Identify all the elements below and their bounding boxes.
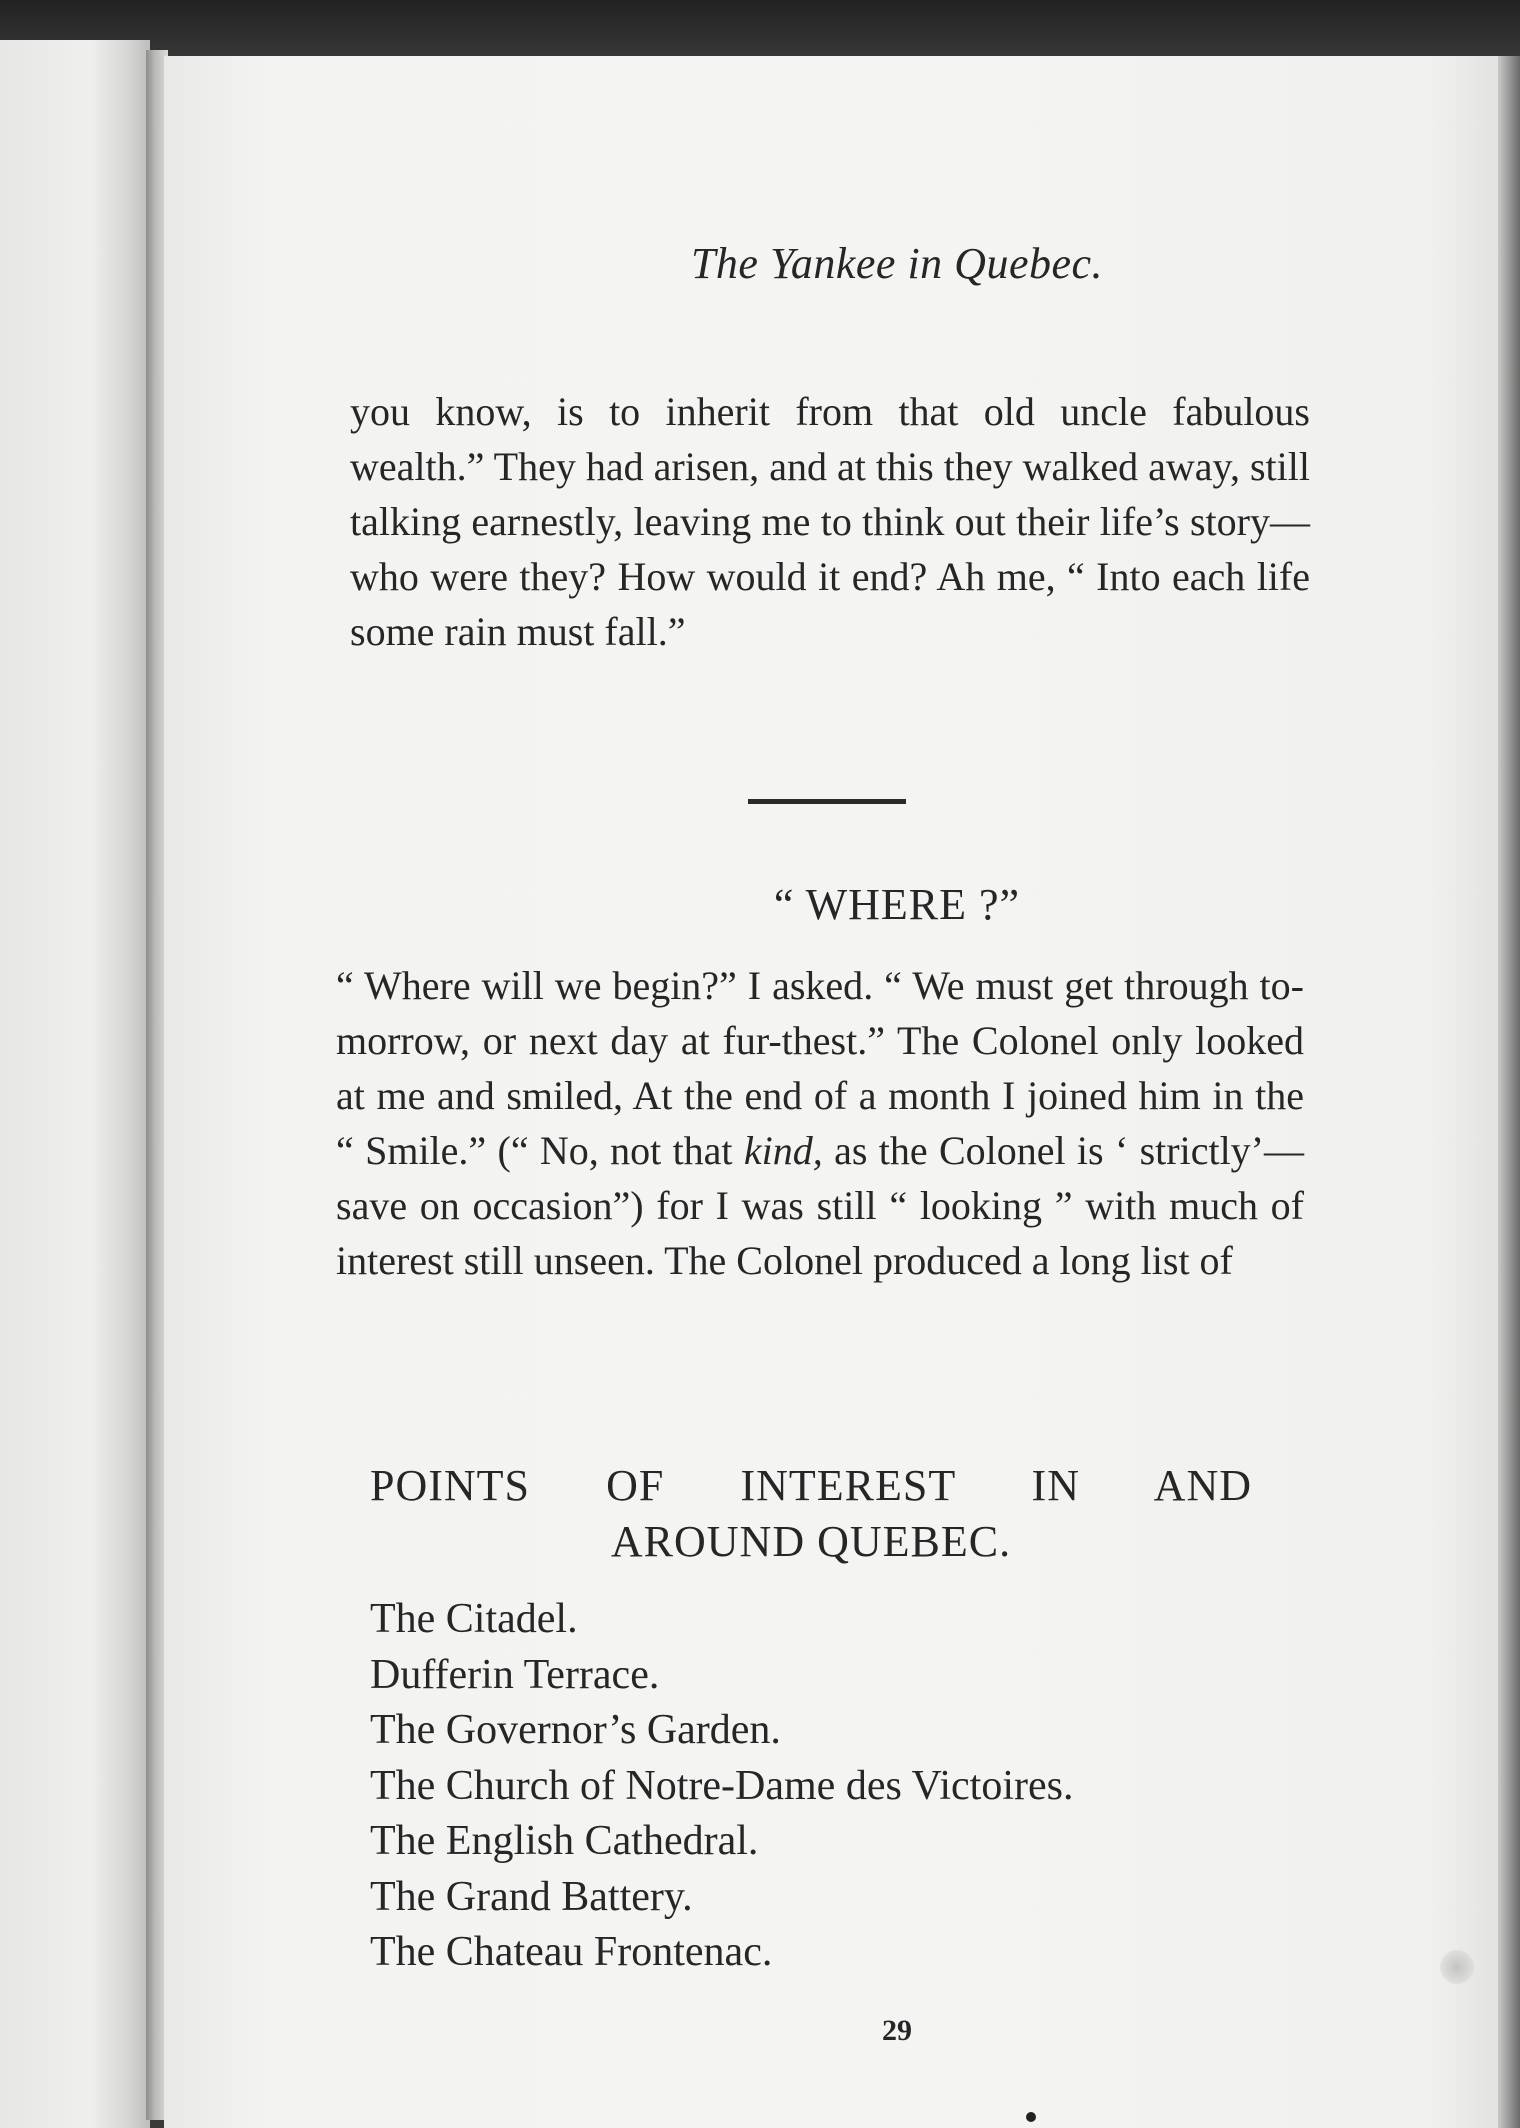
list-item: The English Cathedral. [370,1818,759,1864]
paragraph-2 [336,958,1304,1288]
list-item: The Citadel. [370,1596,578,1642]
points-list-title [370,1458,1252,1570]
points-title-line-2: AROUND QUEBEC. [610,1517,1012,1566]
paragraph-1: you know, is to inherit from that old uncle fabulous wealth.” They had arisen, and at this they walked away, still talking earnestly, leaving me to think out their life’s story—who were they? How would it end? Ah me, “ Into each life some rain must fall.” [350,389,1310,654]
page-right-edge [1498,56,1520,2128]
points-of-interest-list [370,1592,1370,1981]
section-title: “ WHERE ?” [773,880,1021,929]
list-item: The Chateau Frontenac. [370,1929,773,1975]
list-item: The Governor’s Garden. [370,1707,781,1753]
paragraph-2-text-b: as the Colonel is ‘ strictly’—save on occasion”) for I was still “ looking ” with much of interest still unseen. The Colonel produced a long list of [336,1128,1305,1283]
previous-page-edge [0,40,150,2128]
points-title-line-1: POINTS OF INTEREST IN AND [370,1461,1252,1510]
running-head: The Yankee in Quebec. [690,239,1104,288]
paragraph-2-text-a: “ Where will we begin?” I asked. “ We must get through to-morrow, or next day at fur-thest.” The Colonel only looked at me and smiled, At the end of a month I joined him in the “ Smile.” (“ No, not that [336,963,1304,1173]
page-number: 29 [882,2014,912,2047]
list-item: The Church of Notre-Dame des Victoires. [370,1762,1074,1809]
page-speck [1026,2112,1036,2122]
paragraph-2-italic: kind, [743,1128,823,1173]
book-page [164,56,1500,2128]
page-smudge [1440,1950,1474,1984]
section-divider [748,799,906,804]
list-item: The Grand Battery. [370,1873,693,1920]
list-item: Dufferin Terrace. [370,1651,660,1698]
